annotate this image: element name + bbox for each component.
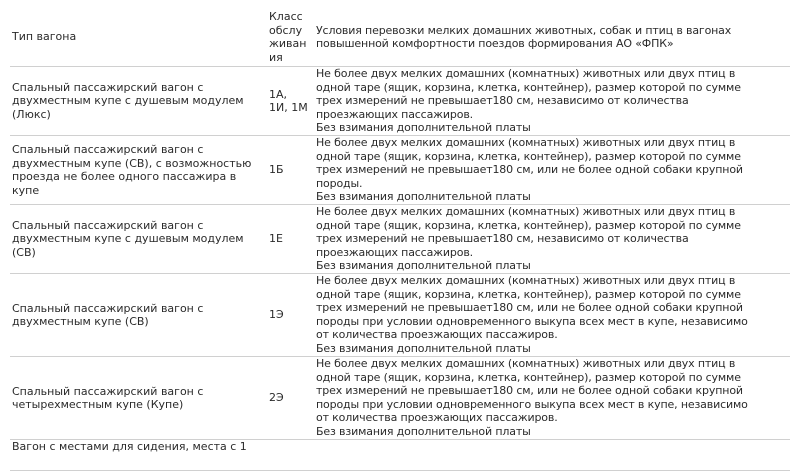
conditions-line: трех измерений не превышает180 см, независимо от количества — [316, 232, 689, 245]
conditions-cell — [313, 67, 790, 136]
service-class-cell — [267, 205, 313, 274]
wagon-type-cell — [10, 136, 267, 205]
table-header-row — [10, 8, 790, 67]
header-service-class: Класс обслу живан ия — [267, 8, 313, 67]
wagon-type-line: Спальный пассажирский вагон с — [12, 80, 204, 94]
service-class-cell — [267, 136, 313, 205]
wagon-type-cell — [10, 67, 267, 136]
wagon-type-cell — [10, 440, 267, 471]
wagon-type-cell — [10, 274, 267, 357]
conditions-cell — [313, 274, 790, 357]
conditions-line: Без взимания дополнительной платы — [316, 341, 531, 355]
wagon-type-line: проезда не более одного пассажира в — [12, 170, 237, 183]
wagon-type-line: двухместным купе (СВ) — [12, 315, 149, 328]
conditions-line: трех измерений не превышает180 см, или не более одной собаки крупной — [316, 163, 743, 176]
wagon-type-line: четырехместным купе (Купе) — [12, 398, 184, 411]
wagon-type-line: двухместным купе с душевым модулем — [12, 232, 244, 246]
table-row — [10, 136, 790, 205]
header-wagon-type: Тип вагона — [10, 8, 267, 67]
wagon-type-line: (СВ) — [12, 245, 36, 259]
conditions-cell — [313, 440, 790, 471]
table-row — [10, 67, 790, 136]
table-row — [10, 274, 790, 357]
conditions-line: трех измерений не превышает180 см, независимо от количества — [316, 94, 689, 107]
conditions-line: Не более двух мелких домашних (комнатных) животных или двух птиц в — [316, 136, 736, 149]
conditions-line: трех измерений не превышает180 см, или не более одной собаки крупной — [316, 301, 743, 314]
wagon-type-line: Спальный пассажирский вагон с — [12, 384, 204, 398]
pet-transport-table — [10, 8, 790, 471]
conditions-cell — [313, 205, 790, 274]
conditions-line: породы при условии одновременного выкупа всех мест в купе, независимо — [316, 397, 748, 411]
conditions-line: Без взимания дополнительной платы — [316, 190, 531, 203]
service-class-line: 1Э — [269, 308, 284, 322]
conditions-line: проезжающих пассажиров. — [316, 245, 474, 259]
conditions-line: Не более двух мелких домашних (комнатных) животных или двух птиц в — [316, 357, 736, 370]
service-class-cell — [267, 357, 313, 440]
conditions-line: проезжающих пассажиров. — [316, 107, 474, 121]
service-class-line: 1А, — [269, 87, 288, 101]
wagon-type-cell — [10, 357, 267, 440]
conditions-line: Не более двух мелких домашних (комнатных) животных или двух птиц в — [316, 67, 736, 80]
conditions-line: Без взимания дополнительной платы — [316, 259, 531, 272]
wagon-type-line: двухместным купе (СВ), с возможностью — [12, 156, 252, 170]
conditions-line: одной таре (ящик, корзина, клетка, контейнер), размер которой по сумме — [316, 149, 741, 163]
wagon-type-line: Спальный пассажирский вагон с — [12, 301, 204, 315]
header-conditions: Условия перевозки мелких домашних животных, собак и птиц в вагонах повышенной комфортности поездов формирования АО «ФПК» — [313, 8, 790, 67]
conditions-line: породы. — [316, 176, 363, 190]
conditions-line: одной таре (ящик, корзина, клетка, контейнер), размер которой по сумме — [316, 80, 741, 94]
conditions-line: Не более двух мелких домашних (комнатных) животных или двух птиц в — [316, 274, 736, 287]
conditions-line: одной таре (ящик, корзина, клетка, контейнер), размер которой по сумме — [316, 287, 741, 301]
service-class-line: 2Э — [269, 391, 284, 405]
service-class-cell — [267, 440, 313, 471]
service-class-line: 1Е — [269, 232, 283, 246]
conditions-line: Без взимания дополнительной платы — [316, 424, 531, 438]
wagon-type-line: Спальный пассажирский вагон с — [12, 218, 204, 232]
wagon-type-line: Спальный пассажирский вагон с — [12, 143, 204, 156]
conditions-line: одной таре (ящик, корзина, клетка, контейнер), размер которой по сумме — [316, 218, 741, 232]
table-row — [10, 205, 790, 274]
table-row — [10, 440, 790, 471]
conditions-line: Не более двух мелких домашних (комнатных) животных или двух птиц в — [316, 205, 736, 218]
conditions-cell — [313, 357, 790, 440]
conditions-line: одной таре (ящик, корзина, клетка, контейнер), размер которой по сумме — [316, 370, 741, 384]
wagon-type-line: купе — [12, 183, 40, 197]
wagon-type-line: (Люкс) — [12, 107, 51, 121]
conditions-line: Без взимания дополнительной платы — [316, 121, 531, 134]
service-class-cell — [267, 274, 313, 357]
conditions-line: породы при условии одновременного выкупа всех мест в купе, независимо — [316, 314, 748, 328]
wagon-type-line: двухместным купе с душевым модулем — [12, 94, 244, 108]
service-class-line: 1Б — [269, 163, 284, 177]
conditions-cell — [313, 136, 790, 205]
conditions-line: от количества проезжающих пассажиров. — [316, 328, 558, 341]
service-class-line: 1И, 1М — [269, 101, 308, 114]
service-class-cell — [267, 67, 313, 136]
wagon-type-cell — [10, 205, 267, 274]
conditions-line: трех измерений не превышает180 см, или не более одной собаки крупной — [316, 384, 743, 397]
table-row — [10, 357, 790, 440]
wagon-type-line: Вагон с местами для сидения, места с 1 — [12, 440, 247, 453]
conditions-line: от количества проезжающих пассажиров. — [316, 411, 558, 424]
